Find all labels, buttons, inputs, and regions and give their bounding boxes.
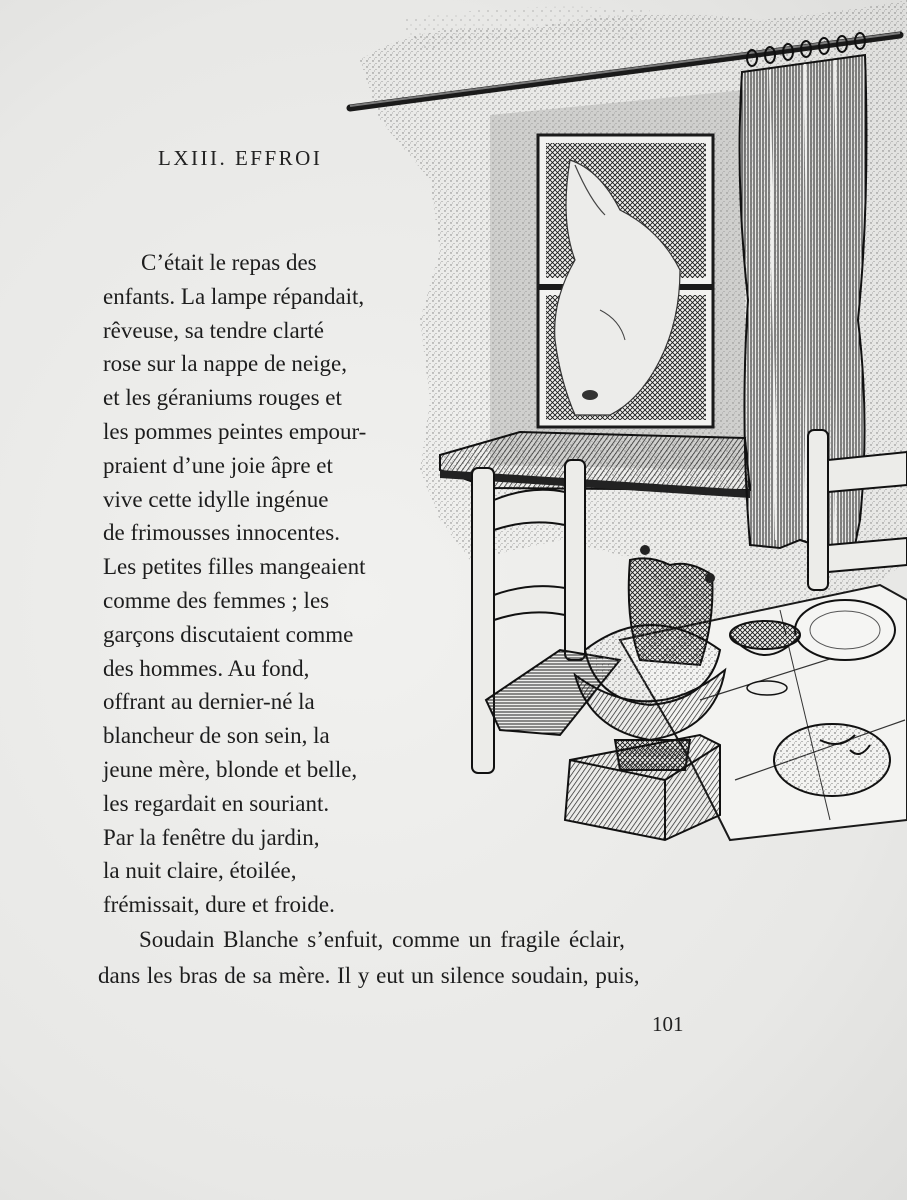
text-line: Soudain Blanche s’enfuit, comme un fragile éclair, <box>139 927 625 952</box>
text-line: les pommes peintes empour- <box>103 418 367 444</box>
text-line: comme des femmes ; les <box>103 587 330 613</box>
text-line: enfants. La lampe répandait, <box>103 283 365 309</box>
text-line: la nuit claire, étoilée, <box>103 858 297 884</box>
text-line: les regardait en souriant. <box>103 790 330 816</box>
text-line: et les géraniums rouges et <box>103 385 342 411</box>
plate <box>795 600 895 660</box>
text-line: des hommes. Au fond, <box>103 655 310 681</box>
text-line: rose sur la nappe de neige, <box>103 351 347 377</box>
text-line: de frimousses innocentes. <box>103 520 340 546</box>
text-line: jeune mère, blonde et belle, <box>103 756 358 782</box>
window <box>538 135 713 427</box>
text-line: C’était le repas des <box>141 250 317 275</box>
text-line: garçons discutaient comme <box>103 621 354 647</box>
soup-tureen <box>565 545 725 840</box>
text-line: Par la fenêtre du jardin, <box>103 824 320 850</box>
text-line: offrant au dernier-né la <box>103 689 315 715</box>
text-line: blancheur de son sein, la <box>103 723 330 749</box>
paragraph-narrow <box>103 246 433 922</box>
text-line: frémissait, dure et froide. <box>103 892 335 918</box>
bread-loaf <box>774 724 890 796</box>
chapter-title: LXIII. EFFROI <box>158 146 323 170</box>
paragraph-wide <box>98 922 738 994</box>
text-line: rêveuse, sa tendre clarté <box>103 317 324 343</box>
text-line: dans les bras de sa mère. Il y eut un silence soudain, puis, <box>98 963 640 988</box>
page-number: 101 <box>652 1012 684 1036</box>
text-line: vive cette idylle ingénue <box>103 486 329 512</box>
text-line: praient d’une joie âpre et <box>103 452 333 478</box>
text-line: Les petites filles mangeaient <box>103 554 366 580</box>
